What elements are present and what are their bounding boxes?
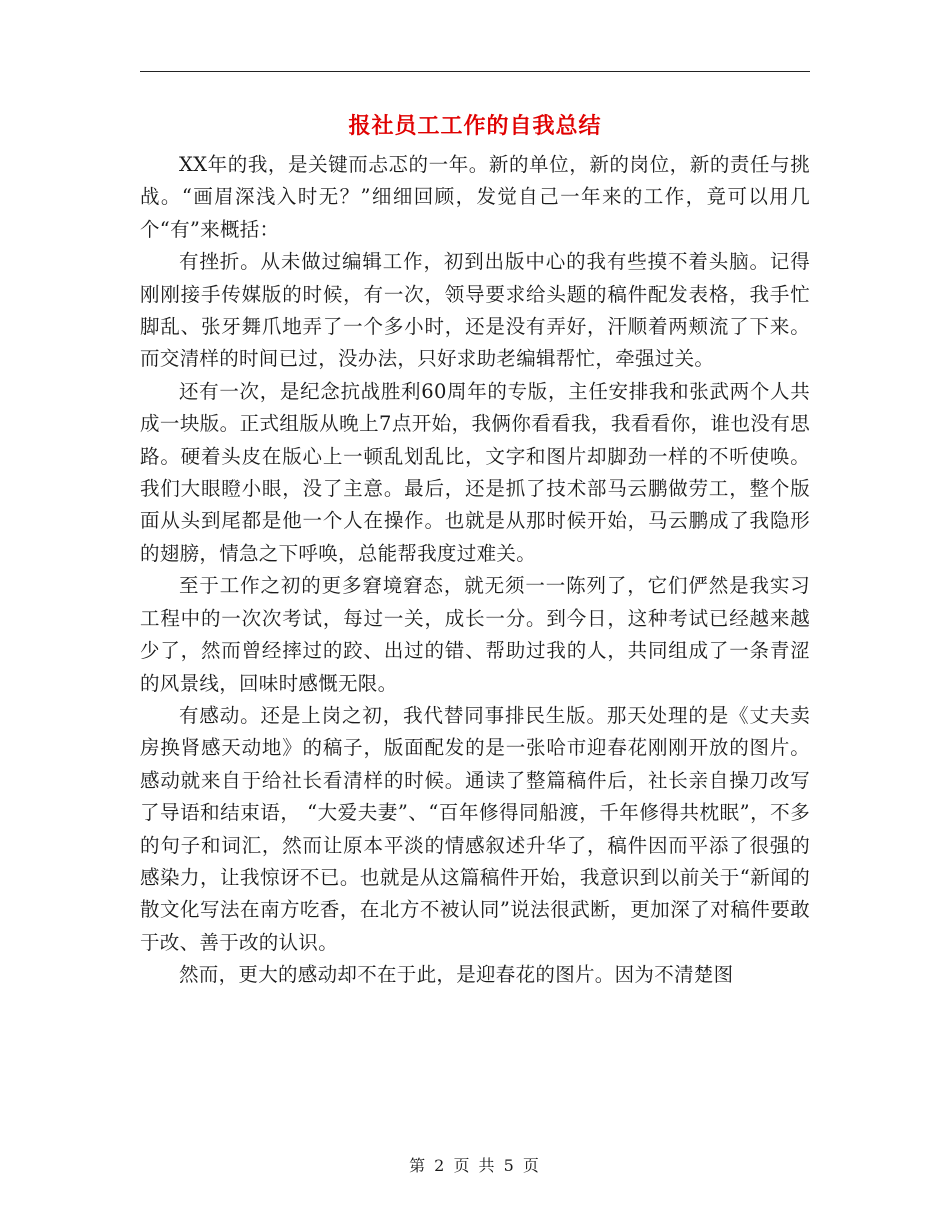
document-title: 报社员工工作的自我总结 [348, 113, 602, 139]
page-footer: 第 2 页 共 5 页 [409, 1156, 541, 1175]
paragraph-6: 然而，更大的感动却不在于此，是迎春花的图片。因为不清楚图 [179, 963, 734, 987]
paragraph-5: 有感动。还是上岗之初，我代替同事排民生版。那天处理的是《丈夫卖房换肾感天动地》的稿子，版面配发的是一张哈市迎春花刚刚开放的图片。感动就来自于给社长看清样的时候。通读了整篇稿件后，社长亲自操刀改写了导语和结束语， “大爱夫妻”、“百年修得同船渡，千年修得共枕眠”，不多的句子和词汇，然而让原本平淡的情感叙述升华了，稿件因而平添了很强的感染力，让我惊讶不已。也就是从这篇稿件开始，我意识到以前关于“新闻的散文化写法在南方吃香，在北方不被认同”说法很武断，更加深了对稿件要敢于改、善于改的认识。 [140, 703, 810, 954]
header-rule [140, 71, 810, 72]
paragraph-1: XX年的我，是关键而忐忑的一年。新的单位，新的岗位，新的责任与挑战。“画眉深浅入时无？”细细回顾，发觉自己一年来的工作，竟可以用几个“有”来概括： [140, 153, 810, 241]
paragraph-2: 有挫折。从未做过编辑工作，初到出版中心的我有些摸不着头脑。记得刚刚接手传媒版的时候，有一次，领导要求给头题的稿件配发表格，我手忙脚乱、张牙舞爪地弄了一个多小时，还是没有弄好，汗顺着两颊流了下来。而交清样的时间已过，没办法，只好求助老编辑帮忙，牵强过关。 [140, 250, 810, 371]
paragraph-3: 还有一次，是纪念抗战胜利60周年的专版，主任安排我和张武两个人共成一块版。正式组版从晚上7点开始，我俩你看看我，我看看你，谁也没有思路。硬着头皮在版心上一顿乱划乱比，文字和图片却脚劲一样的不听使唤。我们大眼瞪小眼，没了主意。最后，还是抓了技术部马云鹏做劳工，整个版面从头到尾都是他一个人在操作。也就是从那时候开始，马云鹏成了我隐形的翅膀，情急之下呼唤，总能帮我度过难关。 [140, 379, 810, 565]
document-body [140, 149, 810, 992]
paragraph-4: 至于工作之初的更多窘境窘态，就无须一一陈列了，它们俨然是我实习工程中的一次次考试，每过一关，成长一分。到今日，这种考试已经越来越少了，然而曾经摔过的跤、出过的错、帮助过我的人，共同组成了一条青涩的风景线，回味时感慨无限。 [140, 574, 810, 695]
